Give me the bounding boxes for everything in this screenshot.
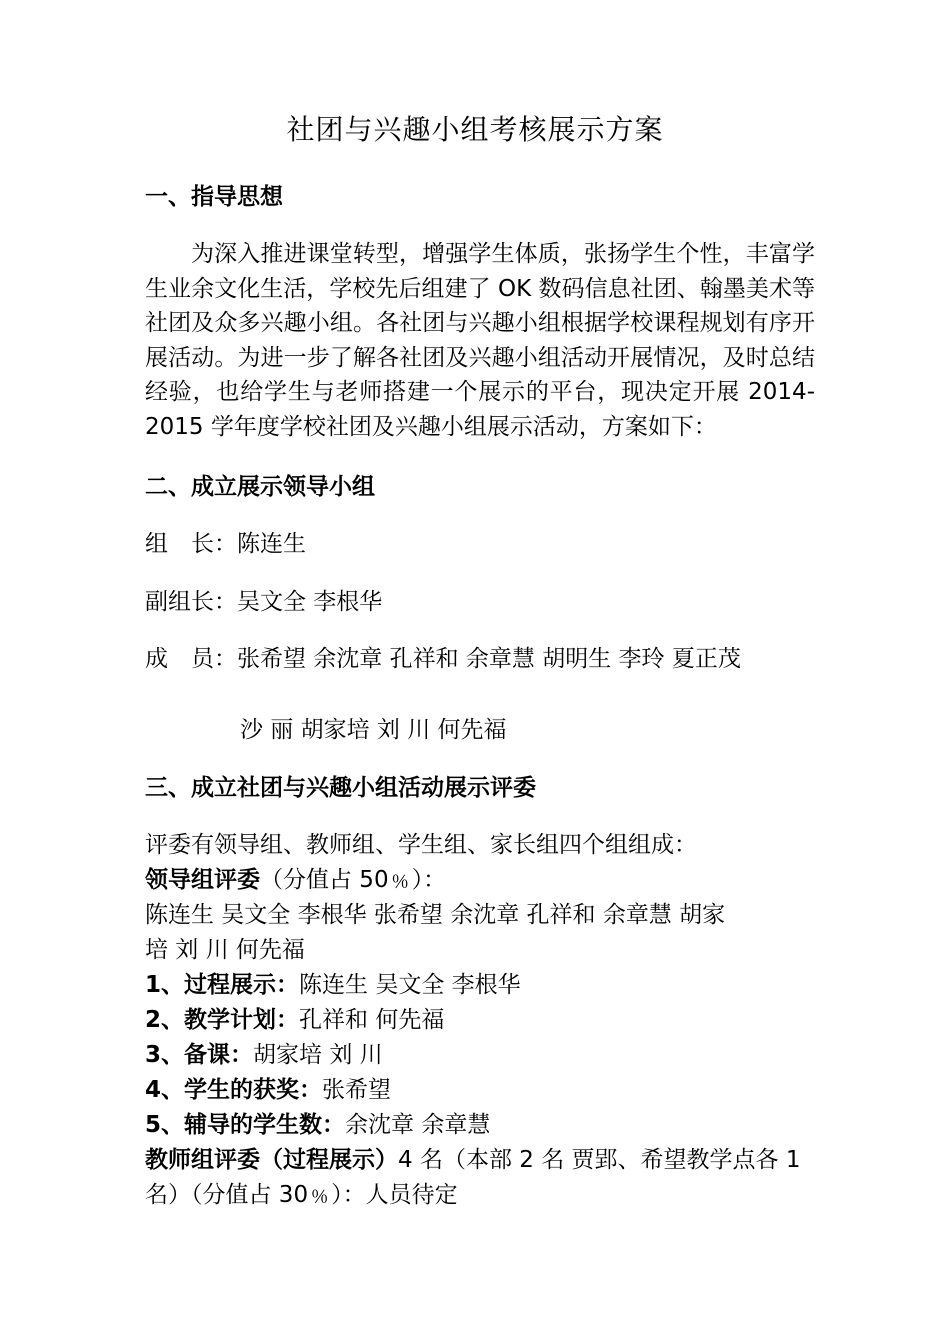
judge-item-names: 陈连生 吴文全 李根华 [299,972,521,998]
judge-item-names: 孔祥和 何先福 [299,1007,445,1033]
judge-item-names: 胡家培 刘 川 [253,1042,383,1068]
members-line-continued: 沙 丽 胡家培 刘 川 何先福 [240,717,507,743]
leader-group-judges-line [145,863,446,897]
teacher-group-judges-line [145,1143,800,1177]
deputy-leader-line: 副组长：吴文全 李根华 [145,589,383,615]
teacher-group-judges-label: 教师组评委（过程展示） [145,1147,398,1173]
judge-item-label: 3、备课： [145,1042,254,1068]
document-title: 社团与兴趣小组考核展示方案 [286,113,664,146]
leader-group-names-line-continued: 培 刘 川 何先福 [145,937,305,963]
section-paragraph-guiding-ideology: 为深入推进课堂转型，增强学生体质，张扬学生个性，丰富学生业余文化生活，学校先后组建了 OK 数码信息社团、翰墨美术等社团及众多兴趣小组。各社团与兴趣小组根据学校课程规划有序开展活动。为进一步了解各社团及兴趣小组活动开展情况，及时总结经验，也给学生与老师搭建一个展示的平台，现决定开展 2014-2015 学年度学校社团及兴趣小组展示活动，方案如下： [145,241,815,440]
teacher-group-judges-text: 4 名（本部 2 名 贾郢、希望教学点各 1 [398,1147,801,1173]
judge-item-label: 5、辅导的学生数： [145,1112,346,1138]
judge-item-names: 余沈章 余章慧 [345,1112,491,1138]
judge-item [145,968,521,1002]
judge-item-names: 张希望 [322,1077,392,1103]
leader-group-names-line: 陈连生 吴文全 李根华 张希望 余沈章 孔祥和 余章慧 胡家 [145,902,726,928]
judge-item [145,1038,383,1072]
judges-intro: 评委有领导组、教师组、学生组、家长组四个组组成： [145,832,697,858]
judge-item-label: 4、学生的获奖： [145,1077,323,1103]
leader-group-judges-label: 领导组评委 [145,867,260,893]
section-heading-judges: 三、成立社团与兴趣小组活动展示评委 [145,775,536,801]
judge-item-label: 1、过程展示： [145,972,300,998]
section-heading-leadership-group: 二、成立展示领导小组 [145,474,375,500]
section-heading-guiding-ideology: 一、指导思想 [145,184,283,210]
leader-group-judges-score: （分值占 50﹪）： [260,867,447,893]
judge-item [145,1003,444,1037]
members-line: 成 员：张希望 余沈章 孔祥和 余章慧 胡明生 李玲 夏正茂 [145,646,741,672]
leader-line: 组 长：陈连生 [145,531,306,557]
teacher-group-judges-line-continued: 名）（分值占 30﹪）：人员待定 [145,1182,458,1208]
judge-item [145,1073,391,1107]
judge-item-label: 2、教学计划： [145,1007,300,1033]
judge-item [145,1108,490,1142]
